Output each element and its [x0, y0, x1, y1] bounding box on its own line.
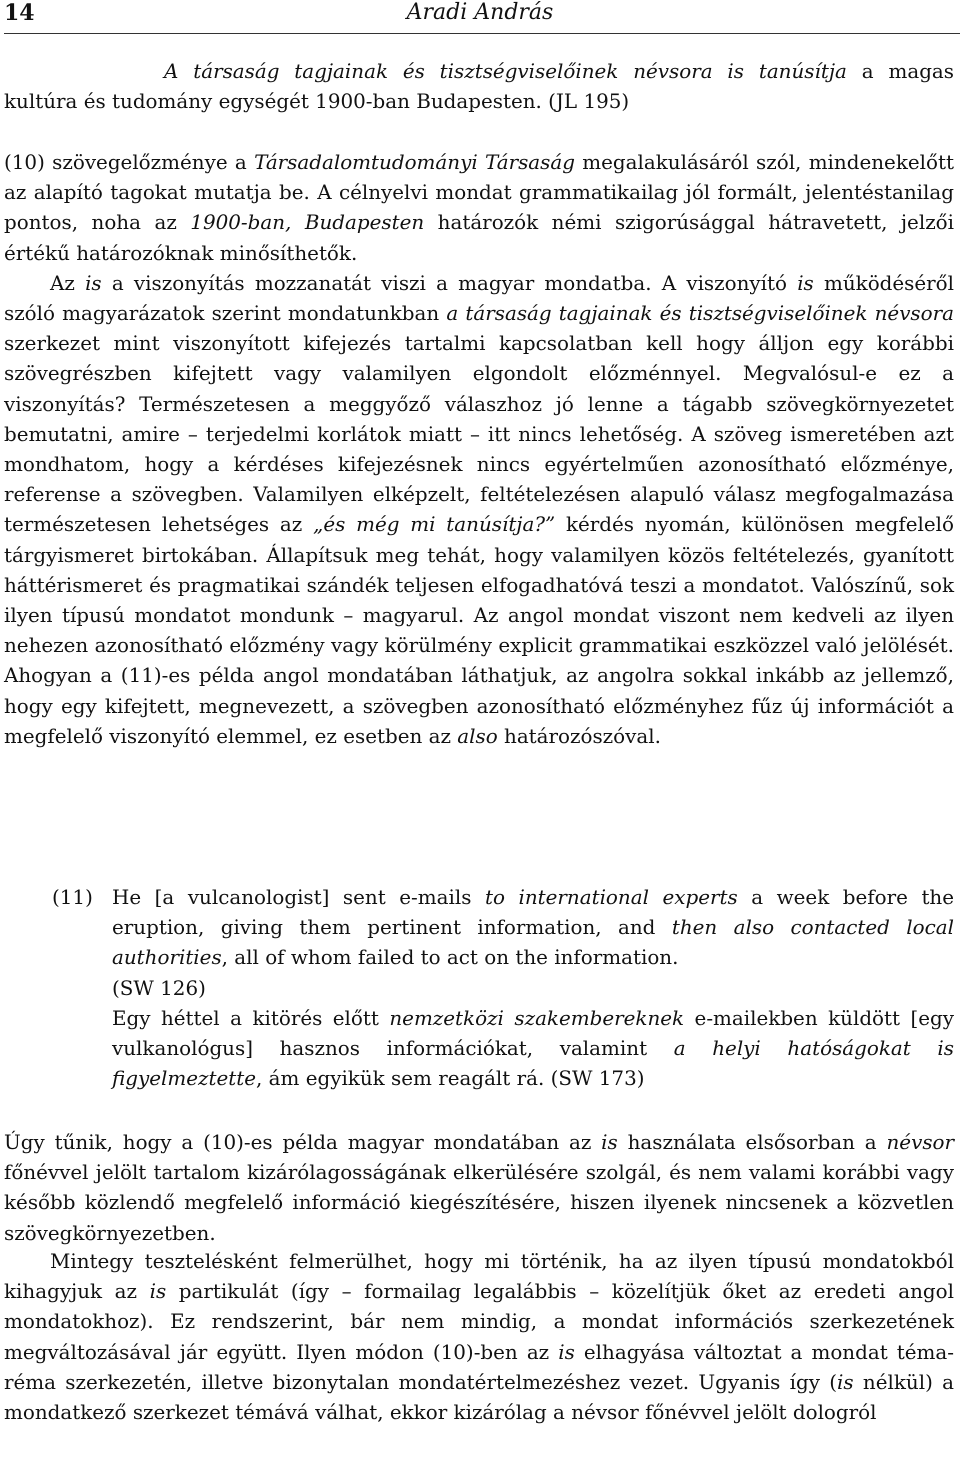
main-text: a viszonyítás mozzanatát viszi a magyar mondatba. A viszonyító — [101, 271, 798, 295]
main-text: megalakulásáról szól, mindenekelőtt az alapító tagokat mutatja be. A célnyelvi mondat grammatikailag jól formált, jelentéstanilag pontos, noha az — [4, 151, 954, 235]
main-text: határozók némi szigorúsággal hátravetett, jelzői értékű határozóknak minősíthetők. — [4, 211, 955, 265]
main-italic-text: „és még mi tanúsítja?” — [313, 513, 556, 537]
main-text: szerkezet mint viszonyított kifejezés tartalmi kapcsolatban kell hogy álljon egy korábbi szövegrészben kifejtett vagy valamilyen elgondolt előzménnyel. Megvalósul-e ez a viszonyítás? Természetesen a meggyőző válaszhoz jó lenne a tágabb szövegkörnyezetet bemutatni, amire – terjedelmi korlátok miatt – itt nincs lehetőség. A szöveg ismeretében azt mondhatom, hogy a kérdéses kifejezésnek nincs egyértelműen azonosítható előzménye, referense a szövegben. Valamilyen elképzelt, feltételezésen alapuló válasz megfogalmazása természetesen lehetséges az — [4, 332, 954, 537]
test-text: nélkül) a mondatkező szerkezet témává válhat, ekkor kizárólag a névsor főnévvel jelölt dologról — [4, 1370, 954, 1425]
main-italic-text: Társadalomtudományi Társaság — [254, 151, 575, 174]
example-body — [112, 883, 954, 1094]
after-italic-text: névsor — [886, 1131, 955, 1154]
main-italic-text: also — [457, 724, 498, 748]
example-text: , all of whom failed to act on the information. — [221, 946, 679, 970]
running-head-author: Aradi András — [406, 0, 554, 25]
header-rule — [4, 33, 960, 34]
after-text: használata elsősorban a — [617, 1131, 887, 1154]
example-text: , ám egyikük sem reagált rá. (SW 173) — [256, 1067, 645, 1091]
intro-quote-paragraph — [4, 57, 954, 117]
example-text: Egy héttel a kitörés előtt — [112, 1006, 390, 1030]
example-hungarian — [112, 1007, 954, 1090]
test-italic-text: is — [837, 1370, 854, 1394]
test-text: elhagyása változtat a mondat téma-réma szerkezetén, illetve bizonytalan mondatértelmezéshez vezet. Ugyanis így ( — [4, 1340, 954, 1394]
main-text: működéséről szóló magyarázatok szerint mondatunkban — [4, 271, 954, 326]
test-text: Mintegy tesztelésként felmerülhet, hogy mi történik, ha az ilyen típusú mondatokból kihagyjuk az — [4, 1250, 954, 1304]
example-italic-text: nemzetközi szakembereknek — [389, 1006, 685, 1030]
test-italic-text: is — [558, 1340, 575, 1364]
after-example-paragraph — [4, 1128, 954, 1249]
main-text: határozószóval. — [497, 724, 661, 748]
main-paragraph — [4, 148, 954, 752]
after-text: Úgy tűnik, hogy a (10)-es példa magyar mondatában az — [4, 1131, 602, 1154]
intro-text: a magas kultúra és tudomány egységét 1900-ban Budapesten. (JL 195) — [4, 60, 954, 114]
page-header — [0, 0, 960, 30]
example-english — [112, 886, 954, 969]
main-italic-text: 1900-ban, Budapesten — [190, 211, 425, 235]
example-text: a week before the eruption, giving them pertinent information, and — [112, 886, 955, 940]
page-number: 14 — [4, 0, 35, 26]
example-italic-text: then also contacted local authorities — [112, 916, 955, 970]
example-text: He [a vulcanologist] sent e-mails — [112, 886, 485, 909]
main-text: (10) szövegelőzménye a — [4, 151, 255, 174]
main-italic-text: is — [85, 271, 102, 295]
main-italic-text: a társaság tagjainak és tisztségviselőinek névsora — [446, 302, 954, 326]
main-italic-text: is — [797, 271, 814, 295]
example-italic-text: to international experts — [484, 886, 738, 909]
test-italic-text: is — [149, 1280, 167, 1304]
test-text: partikulát (így – formailag legalábbis – közelítjük őket az eredeti angol mondatokhoz). Ez rendszerint, bár nem mindig, a mondat információs szerkezetének megváltozásával jár együtt. Ilyen módon (10)-ben az — [4, 1280, 954, 1364]
after-italic-text: is — [601, 1131, 618, 1154]
example-text: e-mailekben küldött [egy vulkanológus] hasznos információkat, valamint — [112, 1006, 954, 1061]
test-paragraph — [4, 1247, 954, 1428]
example-english-source: (SW 126) — [112, 976, 206, 1000]
main-text: kérdés nyomán, különösen megfelelő tárgyismeret birtokában. Állapítsuk meg tehát, hogy valamilyen közös feltételezés, gyanított háttérismeret és pragmatikai szándék teljesen elfogadhatóvá teszi a mondatot. Valószínű, sok ilyen típusú mondatot mondunk – magyarul. Az angol mondat viszont nem kedveli az ilyen nehezen azonosítható előzmény vagy körülmény explicit grammatikai eszközzel való jelölését. Ahogyan a (11)-es példa angol mondatában láthatjuk, az angolra sokkal inkább az jellemző, hogy egy kifejtett, megnevezett, a szövegben azonosítható előzményhez fűz új információt a megfelelő viszonyító elemmel, ez esetben az — [4, 513, 954, 748]
intro-italic-text: A társaság tagjainak és tisztségviselőinek névsora is tanúsítja — [164, 60, 847, 83]
example-number: (11) — [52, 886, 93, 909]
after-text: főnévvel jelölt tartalom kizárólagosságának elkerülésére szolgál, és nem valami korábbi vagy később közlendő megfelelő információ kiegészítésére, hiszen ilyenek nincsenek a közvetlen szövegkörnyezetben. — [4, 1161, 954, 1245]
example-italic-text: a helyi hatóságokat is figyelmeztette — [112, 1037, 954, 1091]
main-text: Az — [50, 271, 86, 295]
